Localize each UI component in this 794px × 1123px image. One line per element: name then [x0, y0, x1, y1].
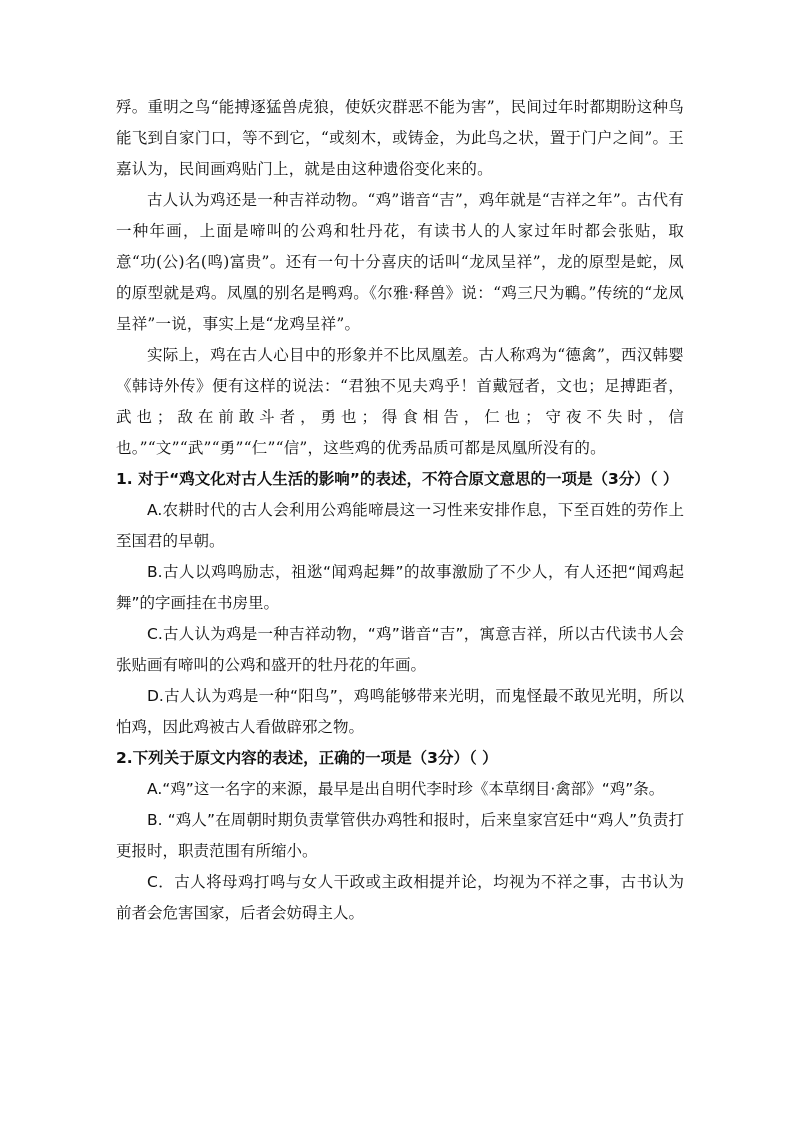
document-page [116, 92, 684, 929]
passage-paragraph-1: 殍。重明之鸟“能搏逐猛兽虎狼，使妖灾群恶不能为害”，民间过年时都期盼这种鸟能飞到自家门口，等不到它，“或刻木，或铸金，为此鸟之状，置于门户之间”。王嘉认为，民间画鸡贴门上，就是由这种遗俗变化来的。 [116, 98, 684, 178]
question-2-stem: 2.下列关于原文内容的表述，正确的一项是（3分）（ ） [116, 749, 498, 767]
question-2-option-b[interactable]: B. “鸡人”在周朝时期负责掌管供办鸡牲和报时，后来皇家宫廷中“鸡人”负责打更报时，职责范围有所缩小。 [116, 811, 684, 860]
question-1-option-a[interactable]: A.农耕时代的古人会利用公鸡能啼晨这一习性来安排作息，下至百姓的劳作上至国君的早朝。 [116, 501, 684, 550]
passage-paragraph-3: 实际上，鸡在古人心目中的形象并不比凤凰差。古人称鸡为“德禽”，西汉韩婴《韩诗外传》便有这样的说法：“君独不见夫鸡乎！首戴冠者，文也；足搏距者，武也；敌在前敢斗者，勇也；得食相告，仁也；守夜不失时，信也。”“文”“武”“勇”“仁”“信”，这些鸡的优秀品质可都是凤凰所没有的。 [116, 346, 684, 457]
question-2-option-c[interactable]: C．古人将母鸡打鸣与女人干政或主政相提并论，均视为不祥之事，古书认为前者会危害国家，后者会妨碍主人。 [116, 873, 684, 922]
question-1-stem: 1. 对于“鸡文化对古人生活的影响”的表述，不符合原文意思的一项是（3分）（ ） [116, 470, 679, 488]
question-1-option-b[interactable]: B.古人以鸡鸣励志，祖逖“闻鸡起舞”的故事激励了不少人，有人还把“闻鸡起舞”的字画挂在书房里。 [116, 563, 684, 612]
question-1-option-d[interactable]: D.古人认为鸡是一种“阳鸟”，鸡鸣能够带来光明，而鬼怪最不敢见光明，所以怕鸡，因此鸡被古人看做辟邪之物。 [116, 687, 684, 736]
question-2-option-a[interactable]: A.“鸡”这一名字的来源，最早是出自明代李时珍《本草纲目·禽部》“鸡”条。 [147, 780, 665, 798]
passage-paragraph-2: 古人认为鸡还是一种吉祥动物。“鸡”谐音“吉”，鸡年就是“吉祥之年”。古代有一种年画，上面是啼叫的公鸡和牡丹花，有读书人的人家过年时都会张贴，取意“功(公)名(鸣)富贵”。还有一句十分喜庆的话叫“龙凤呈祥”，龙的原型是蛇，凤的原型就是鸡。凤凰的别名是鸭鸡。《尔雅·释兽》说：“鸡三尺为鶤。”传统的“龙凤呈祥”一说，事实上是“龙鸡呈祥”。 [116, 191, 684, 333]
question-1-option-c[interactable]: C.古人认为鸡是一种吉祥动物，“鸡”谐音“吉”，寓意吉祥，所以古代读书人会张贴画有啼叫的公鸡和盛开的牡丹花的年画。 [116, 625, 684, 674]
